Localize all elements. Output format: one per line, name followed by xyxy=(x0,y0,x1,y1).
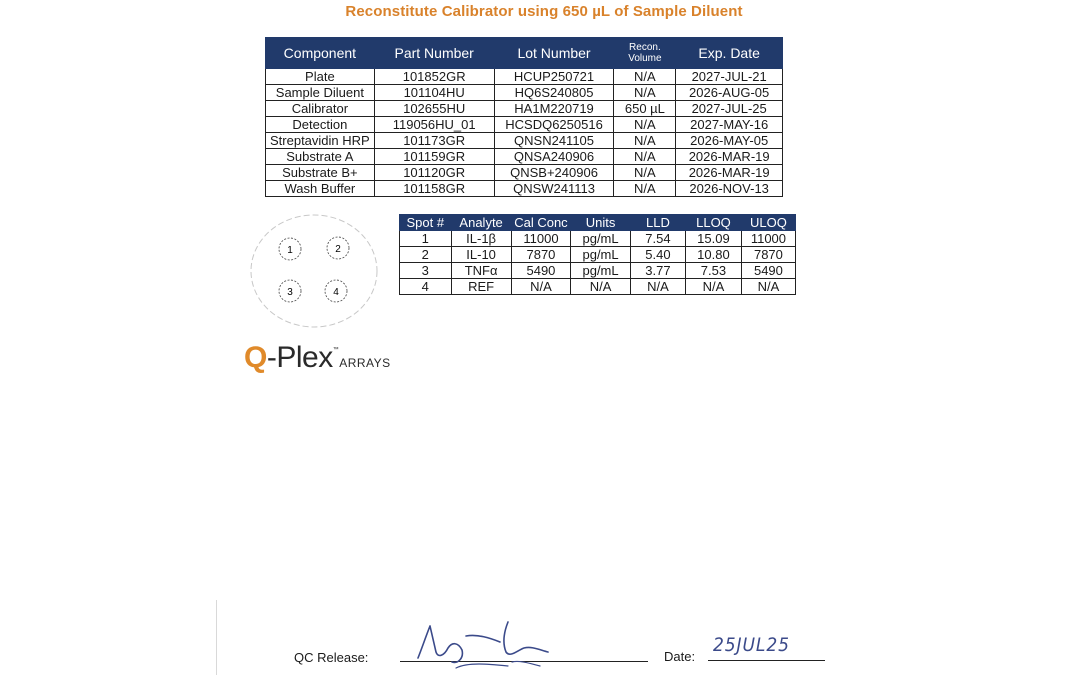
table-cell: Plate xyxy=(266,69,375,85)
table-cell: 102655HU xyxy=(374,101,494,117)
table-cell: Streptavidin HRP xyxy=(266,133,375,149)
table-cell: HA1M220719 xyxy=(494,101,614,117)
table-cell: 2027-MAY-16 xyxy=(676,117,783,133)
spot-row xyxy=(400,247,796,263)
table-cell: pg/mL xyxy=(571,231,631,247)
header-units: Units xyxy=(571,215,631,231)
table-cell: 2026-MAY-05 xyxy=(676,133,783,149)
spot-row xyxy=(400,231,796,247)
page-edge-line xyxy=(216,600,217,675)
qplex-arrays-logo xyxy=(244,341,391,375)
well-spot-diagram xyxy=(248,212,380,330)
table-cell: 7870 xyxy=(741,247,795,263)
spot-header-row xyxy=(400,215,796,231)
table-cell: HCSDQ6250516 xyxy=(494,117,614,133)
table-cell: Detection xyxy=(266,117,375,133)
table-cell: 101120GR xyxy=(374,165,494,181)
table-cell: 2026-MAR-19 xyxy=(676,165,783,181)
qc-date-label: Date: xyxy=(664,649,696,664)
table-cell: N/A xyxy=(614,165,676,181)
header-part-number: Part Number xyxy=(374,38,494,69)
table-cell: QNSA240906 xyxy=(494,149,614,165)
page-title: Reconstitute Calibrator using 650 µL of Sample Diluent xyxy=(345,3,743,20)
header-spot: Spot # xyxy=(400,215,452,231)
table-cell: 2026-MAR-19 xyxy=(676,149,783,165)
table-cell: pg/mL xyxy=(571,263,631,279)
table-cell: N/A xyxy=(630,279,685,295)
table-cell: HCUP250721 xyxy=(494,69,614,85)
table-cell: 101173GR xyxy=(374,133,494,149)
header-analyte: Analyte xyxy=(451,215,511,231)
well-outline xyxy=(251,215,377,327)
table-cell: N/A xyxy=(614,149,676,165)
table-cell: 7870 xyxy=(511,247,571,263)
spot-row xyxy=(400,279,796,295)
table-cell: N/A xyxy=(614,133,676,149)
spot-4-label: 4 xyxy=(333,287,339,298)
table-cell: N/A xyxy=(614,69,676,85)
header-component: Component xyxy=(266,38,375,69)
table-cell: QNSN241105 xyxy=(494,133,614,149)
table-cell: N/A xyxy=(614,85,676,101)
table-cell: N/A xyxy=(571,279,631,295)
qc-date-line xyxy=(708,660,825,661)
component-row xyxy=(266,165,783,181)
spot-1-label: 1 xyxy=(287,245,293,256)
header-lld: LLD xyxy=(630,215,685,231)
spot-3 xyxy=(279,280,301,302)
header-recon-volume: Recon. Volume xyxy=(614,38,676,69)
table-cell: 1 xyxy=(400,231,452,247)
table-cell: 10.80 xyxy=(686,247,742,263)
spot-4 xyxy=(325,280,347,302)
table-cell: 5490 xyxy=(741,263,795,279)
table-cell: 2027-JUL-25 xyxy=(676,101,783,117)
table-cell: HQ6S240805 xyxy=(494,85,614,101)
header-exp-date: Exp. Date xyxy=(676,38,783,69)
table-cell: Calibrator xyxy=(266,101,375,117)
table-cell: 3 xyxy=(400,263,452,279)
components-table xyxy=(265,37,783,197)
table-cell: TNFα xyxy=(451,263,511,279)
table-cell: 7.54 xyxy=(630,231,685,247)
table-cell: 2026-NOV-13 xyxy=(676,181,783,197)
spot-2-label: 2 xyxy=(335,244,341,255)
table-cell: Wash Buffer xyxy=(266,181,375,197)
table-cell: 7.53 xyxy=(686,263,742,279)
table-cell: 11000 xyxy=(511,231,571,247)
logo-plex: -Plex xyxy=(266,341,333,374)
table-cell: QNSW241113 xyxy=(494,181,614,197)
table-cell: 101104HU xyxy=(374,85,494,101)
header-lot-number: Lot Number xyxy=(494,38,614,69)
component-row xyxy=(266,117,783,133)
header-cal-conc: Cal Conc xyxy=(511,215,571,231)
table-cell: 101158GR xyxy=(374,181,494,197)
qc-signature xyxy=(408,612,568,672)
logo-arrays: ARRAYS xyxy=(339,356,391,370)
table-cell: 5490 xyxy=(511,263,571,279)
component-row xyxy=(266,181,783,197)
table-cell: N/A xyxy=(614,181,676,197)
logo-tm: ™ xyxy=(332,347,339,353)
table-cell: Sample Diluent xyxy=(266,85,375,101)
spot-3-label: 3 xyxy=(287,287,293,298)
table-cell: N/A xyxy=(511,279,571,295)
table-cell: Substrate A xyxy=(266,149,375,165)
table-cell: Substrate B+ xyxy=(266,165,375,181)
table-cell: N/A xyxy=(686,279,742,295)
table-cell: 15.09 xyxy=(686,231,742,247)
spot-2 xyxy=(327,237,349,259)
spot-1 xyxy=(279,238,301,260)
component-row xyxy=(266,149,783,165)
logo-q: Q xyxy=(244,341,267,374)
qc-release-label: QC Release: xyxy=(294,650,369,665)
qc-date-handwritten: 25JUL25 xyxy=(713,634,790,656)
table-cell: 650 µL xyxy=(614,101,676,117)
header-uloq: ULOQ xyxy=(741,215,795,231)
table-cell: N/A xyxy=(614,117,676,133)
component-row xyxy=(266,101,783,117)
table-cell: 101852GR xyxy=(374,69,494,85)
table-cell: REF xyxy=(451,279,511,295)
table-cell: 4 xyxy=(400,279,452,295)
table-cell: 2027-JUL-21 xyxy=(676,69,783,85)
components-header-row xyxy=(266,38,783,69)
table-cell: IL-10 xyxy=(451,247,511,263)
component-row xyxy=(266,69,783,85)
header-lloq: LLOQ xyxy=(686,215,742,231)
table-cell: 2026-AUG-05 xyxy=(676,85,783,101)
component-row xyxy=(266,133,783,149)
table-cell: pg/mL xyxy=(571,247,631,263)
table-cell: 5.40 xyxy=(630,247,685,263)
table-cell: 3.77 xyxy=(630,263,685,279)
component-row xyxy=(266,85,783,101)
table-cell: IL-1β xyxy=(451,231,511,247)
table-cell: 119056HU_01 xyxy=(374,117,494,133)
table-cell: N/A xyxy=(741,279,795,295)
table-cell: 101159GR xyxy=(374,149,494,165)
table-cell: 2 xyxy=(400,247,452,263)
spot-row xyxy=(400,263,796,279)
table-cell: 11000 xyxy=(741,231,795,247)
table-cell: QNSB+240906 xyxy=(494,165,614,181)
spot-table xyxy=(399,214,796,295)
